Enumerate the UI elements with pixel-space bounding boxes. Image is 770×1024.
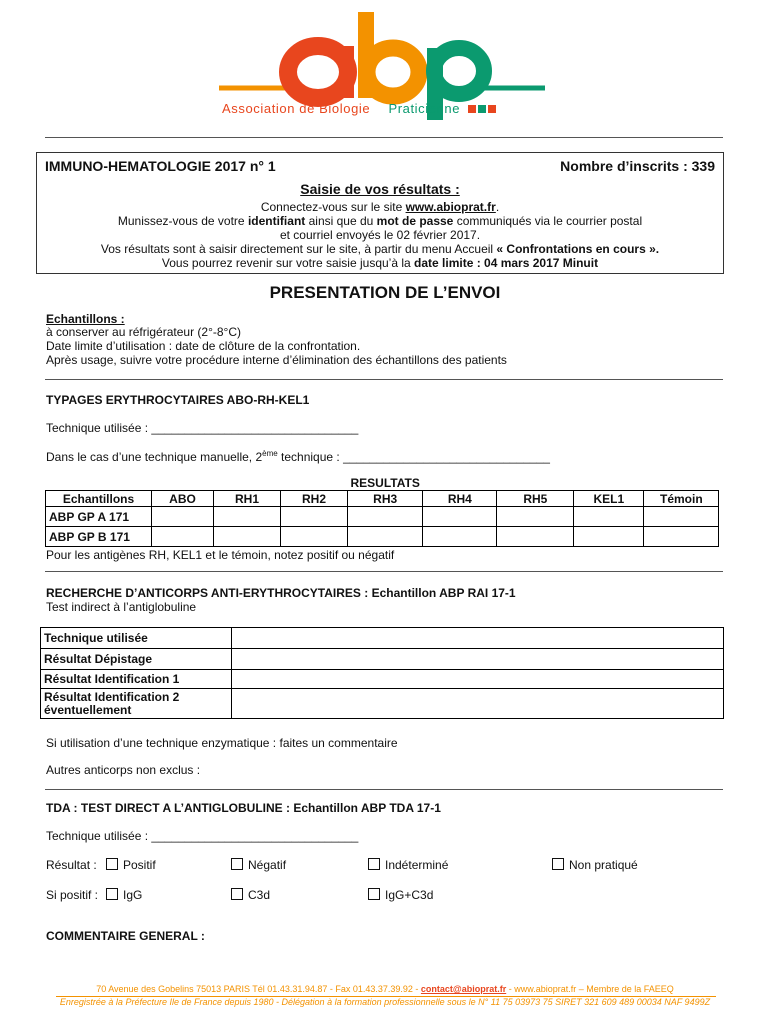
footer-line-1 <box>0 984 770 994</box>
result-cell[interactable] <box>497 527 574 547</box>
col-header: RH5 <box>497 491 574 507</box>
sample-label: ABP GP B 171 <box>46 527 152 547</box>
table-row <box>41 628 724 649</box>
saisie-title: Saisie de vos résultats : <box>300 181 460 197</box>
tda-technique: Technique utilisée : _______________________________ <box>46 829 359 843</box>
saisie-line-4 <box>37 242 723 256</box>
option-label: IgG <box>123 888 143 902</box>
rai-enzymatique: Si utilisation d’une technique enzymatique : faites un commentaire <box>46 736 398 750</box>
presentation-line-3: Après usage, suivre votre procédure interne d’élimination des échantillons des patients <box>46 353 507 367</box>
rai-title: RECHERCHE D’ANTICORPS ANTI-ERYTHROCYTAIRES : Echantillon ABP RAI 17-1 <box>46 586 516 600</box>
result-cell[interactable] <box>214 527 281 547</box>
table-row <box>41 649 724 670</box>
row-label: Résultat Identification 2 éventuellement <box>41 689 232 719</box>
option-igg-c3d[interactable] <box>368 888 433 902</box>
option-label: C3d <box>248 888 271 902</box>
rai-autres: Autres anticorps non exclus : <box>46 763 201 777</box>
row-label: Résultat Dépistage <box>41 649 232 670</box>
site-link[interactable]: www.abioprat.fr <box>405 200 496 214</box>
col-header: KEL1 <box>574 491 644 507</box>
text: 70 Avenue des Gobelins 75013 PARIS Tél 01.43.31.94.87 - Fax 01.43.37.39.92 - <box>96 984 421 994</box>
echantillons-label: Echantillons : <box>46 312 125 326</box>
checkbox[interactable] <box>368 858 380 870</box>
answer-cell[interactable] <box>232 628 724 649</box>
logo-subtitle-left: Association de Biologie <box>222 101 371 116</box>
saisie-line-5 <box>37 256 723 270</box>
col-header: RH2 <box>281 491 348 507</box>
saisie-line-1 <box>37 200 723 214</box>
answer-cell[interactable] <box>232 689 724 719</box>
option-negatif[interactable] <box>231 858 286 872</box>
result-cell[interactable] <box>423 527 497 547</box>
logo-subtitle-right: Praticienne <box>388 101 461 116</box>
text: Connectez-vous sur le site <box>260 200 406 214</box>
logo-subtitle <box>222 101 496 116</box>
header-title: IMMUNO-HEMATOLOGIE 2017 n° 1 <box>45 158 276 174</box>
tda-title: TDA : TEST DIRECT A L’ANTIGLOBULINE : Echantillon ABP TDA 17-1 <box>46 801 441 815</box>
presentation-title: PRESENTATION DE L’ENVOI <box>269 283 501 302</box>
result-cell[interactable] <box>348 507 423 527</box>
text: Vous pourrez revenir sur votre saisie jusqu’à la <box>161 256 415 270</box>
sup: ème <box>262 449 278 458</box>
result-cell[interactable] <box>152 527 214 547</box>
typages-note: Pour les antigènes RH, KEL1 et le témoin, notez positif ou négatif <box>46 548 395 562</box>
confrontations: « Confrontations en cours ». <box>496 242 660 256</box>
inscrits-count: Nombre d’inscrits : 339 <box>560 158 715 174</box>
result-cell[interactable] <box>281 507 348 527</box>
commentaire-title: COMMENTAIRE GENERAL : <box>46 929 205 943</box>
option-label: Indéterminé <box>385 858 449 872</box>
sample-label: ABP GP A 171 <box>46 507 152 527</box>
result-cell[interactable] <box>644 527 719 547</box>
option-label: IgG+C3d <box>385 888 434 902</box>
checkbox[interactable] <box>552 858 564 870</box>
divider <box>45 379 723 380</box>
result-cell[interactable] <box>423 507 497 527</box>
text: communiqués via le courrier postal <box>453 214 643 228</box>
identifiant: identifiant <box>247 214 306 228</box>
text: Dans le cas d’une technique manuelle, 2 <box>46 450 263 464</box>
col-header: ABO <box>152 491 214 507</box>
contact-email-link[interactable]: contact@abioprat.fr <box>420 984 507 994</box>
resultat-label: Résultat : <box>46 858 97 872</box>
col-header: Témoin <box>644 491 719 507</box>
saisie-line-3: et courriel envoyés le 02 février 2017. <box>279 228 481 242</box>
divider <box>45 789 723 790</box>
table-row <box>46 527 719 547</box>
result-cell[interactable] <box>644 507 719 527</box>
table-row <box>41 670 724 689</box>
option-non-pratique[interactable] <box>552 858 638 872</box>
presentation-line-2: Date limite d’utilisation : date de clôture de la confrontation. <box>46 339 361 353</box>
option-label: Négatif <box>248 858 287 872</box>
typages-technique: Technique utilisée : _______________________________ <box>46 421 359 435</box>
divider <box>45 571 723 572</box>
result-cell[interactable] <box>574 527 644 547</box>
option-indetermine[interactable] <box>368 858 448 872</box>
checkbox[interactable] <box>231 858 243 870</box>
answer-cell[interactable] <box>232 670 724 689</box>
row-label: Technique utilisée <box>41 628 232 649</box>
option-igg[interactable] <box>106 888 142 902</box>
option-label: Positif <box>123 858 156 872</box>
option-positif[interactable] <box>106 858 156 872</box>
checkbox[interactable] <box>106 858 118 870</box>
result-cell[interactable] <box>281 527 348 547</box>
result-cell[interactable] <box>574 507 644 527</box>
saisie-line-2 <box>37 214 723 228</box>
text: technique : _______________________________ <box>277 450 550 464</box>
footer-line-2: Enregistrée à la Préfecture Ile de France depuis 1980 - Délégation à la formation professionnelle sous le N° 11 75 03973 75 SIRET 321 609 489 00034 NAF 9499Z <box>59 997 711 1007</box>
col-header: RH4 <box>423 491 497 507</box>
typages-title: TYPAGES ERYTHROCYTAIRES ABO-RH-KEL1 <box>46 393 310 407</box>
text: Vos résultats sont à saisir directement sur le site, à partir du menu Accueil <box>100 242 497 256</box>
positif-label: Si positif : <box>46 888 99 902</box>
typages-table <box>45 476 719 547</box>
header-box <box>36 152 724 274</box>
option-c3d[interactable] <box>231 888 270 902</box>
rai-table <box>40 627 724 719</box>
logo-squares <box>464 101 496 116</box>
result-cell[interactable] <box>497 507 574 527</box>
date-limite: date limite : 04 mars 2017 Minuit <box>414 256 599 270</box>
result-cell[interactable] <box>214 507 281 527</box>
text: . <box>495 200 500 214</box>
checkbox[interactable] <box>231 888 243 900</box>
presentation-line-1: à conserver au réfrigérateur (2°-8°C) <box>46 325 242 339</box>
col-header: Echantillons <box>46 491 152 507</box>
resultats-header: RESULTATS <box>350 476 420 490</box>
table-row <box>41 689 724 719</box>
answer-cell[interactable] <box>232 649 724 670</box>
text: ainsi que du <box>305 214 377 228</box>
col-header: RH3 <box>348 491 423 507</box>
col-header: RH1 <box>214 491 281 507</box>
mot-de-passe: mot de passe <box>376 214 454 228</box>
rai-subtitle: Test indirect à l’antiglobuline <box>46 600 197 614</box>
checkbox[interactable] <box>106 888 118 900</box>
option-label: Non pratiqué <box>569 858 638 872</box>
typages-manuelle <box>46 449 550 464</box>
text: - www.abioprat.fr – Membre de la FAEEQ <box>506 984 674 994</box>
divider <box>45 137 723 138</box>
text: Munissez-vous de votre <box>117 214 248 228</box>
result-cell[interactable] <box>348 527 423 547</box>
row-label: Résultat Identification 1 <box>41 670 232 689</box>
result-cell[interactable] <box>152 507 214 527</box>
table-row <box>46 507 719 527</box>
checkbox[interactable] <box>368 888 380 900</box>
